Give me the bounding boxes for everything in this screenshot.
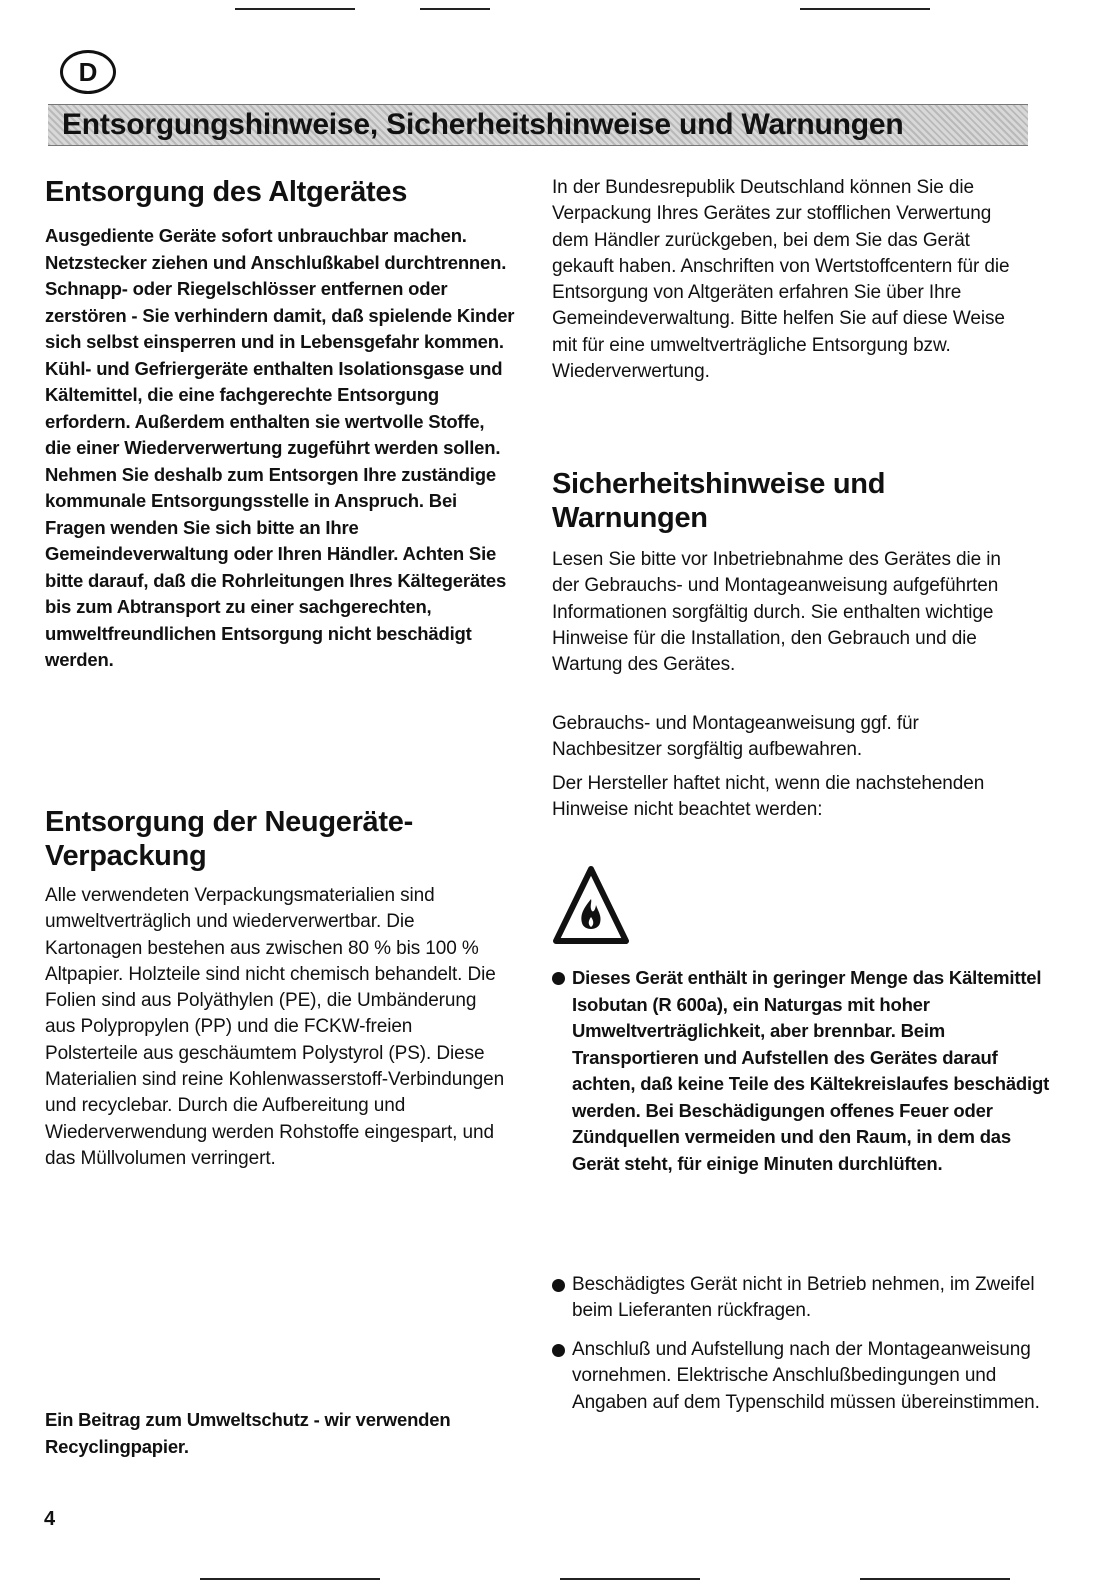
heading-disposal-old-appliance: Entsorgung des Altgerätes	[45, 176, 408, 208]
page-number: 4	[44, 1508, 56, 1530]
heading-safety-warnings: Sicherheitshinweise und Warnungen	[552, 468, 886, 534]
language-badge: D	[60, 50, 116, 94]
safety-intro-text: Lesen Sie bitte vor Inbetriebnahme des Gerätes die in der Gebrauchs- und Montageanweisung aufgeführten Informationen sorgfältig durch. Sie enthalten wichtige Hinweise für die Installation, den Gebrauch und die Wartung des Gerätes.	[552, 549, 1001, 676]
scan-rule-bottom	[860, 1578, 1010, 1580]
bullet-dot	[552, 972, 565, 985]
scan-rule-bottom	[200, 1578, 380, 1580]
banner-title: Entsorgungshinweise, Sicherheitshinweise und Warnungen	[62, 108, 904, 141]
bullet-isobutan-text: Dieses Gerät enthält in geringer Menge das Kältemittel Isobutan (R 600a), ein Naturgas mit hoher Umweltverträglichkeit, aber brennbar. Beim Transportieren und Aufstellen des Gerätes darauf achten, daß keine Teile des Kältekreislaufes beschädigt werden. Bei Beschädigungen offenes Feuer oder Zündquellen vermeiden und den Raum, in dem das Gerät steht, für einige Minuten durchlüften.	[572, 967, 1050, 1174]
bullet-connection	[552, 1337, 1052, 1416]
bullet-damaged-appliance-text: Beschädigtes Gerät nicht in Betrieb nehmen, im Zweifel beim Lieferanten rückfragen.	[572, 1274, 1035, 1322]
packaging-disposal-text: Alle verwendeten Verpackungsmaterialien sind umweltverträglich und wiederverwertbar. Die Kartonagen bestehen aus zwischen 80 % bis 100 % Altpapier. Holzteile sind nicht chemisch behandelt. Die Folien sind aus Polyäthylen (PE), die Umbänderung aus Polypropylen (PP) und die FCKW-freien Polsterteile aus geschäumtem Polystyrol (PS). Diese Materialien sind reine Kohlenwasserstoff-Verbindungen und recyclebar. Durch die Aufbereitung und Wiederverwendung werden Rohstoffe eingespart, und das Müllvolumen verringert.	[45, 885, 505, 1169]
liability-text: Der Hersteller haftet nicht, wenn die nachstehenden Hinweise nicht beachtet werden:	[552, 773, 985, 821]
keep-manual-text: Gebrauchs- und Montageanweisung ggf. für Nachbesitzer sorgfältig aufbewahren.	[552, 713, 919, 761]
bullet-dot	[552, 1344, 565, 1357]
section-banner	[48, 104, 1028, 146]
bullet-dot	[552, 1279, 565, 1292]
scan-rule-top	[235, 8, 355, 10]
bullet-isobutan	[552, 965, 1052, 1177]
bullet-damaged-appliance	[552, 1272, 1052, 1325]
recycling-paper-note: Ein Beitrag zum Umweltschutz - wir verwenden Recyclingpapier.	[45, 1409, 451, 1457]
scan-rule-top	[420, 8, 490, 10]
scan-rule-top	[800, 8, 930, 10]
heading-packaging-disposal: Entsorgung der Neugeräte-Verpackung	[45, 806, 413, 872]
flammable-warning-icon	[552, 865, 630, 947]
scan-rule-bottom	[560, 1578, 700, 1580]
disposal-old-appliance-text: Ausgediente Geräte sofort unbrauchbar machen. Netzstecker ziehen und Anschlußkabel durchtrennen. Schnapp- oder Riegelschlösser entfernen oder zerstören - Sie verhindern damit, daß spielende Kinder sich selbst einsperren und in Lebensgefahr kommen. Kühl- und Gefriergeräte enthalten Isolationsgase und Kältemittel, die eine fachgerechte Entsorgung erfordern. Außerdem enthalten sie wertvolle Stoffe, die einer Wiederverwertung zugeführt werden sollen. Nehmen Sie deshalb zum Entsorgen Ihre zuständige kommunale Entsorgungsstelle in Anspruch. Bei Fragen wenden Sie sich bitte an Ihre Gemeindeverwaltung oder Ihren Händler. Achten Sie bitte darauf, daß die Rohrleitungen Ihres Kältegerätes bis zum Abtransport zu einer sachgerechten, umweltfreundlichen Entsorgung nicht beschädigt werden.	[45, 225, 515, 670]
packaging-return-text: In der Bundesrepublik Deutschland können Sie die Verpackung Ihres Gerätes zur stofflichen Verwertung dem Händler zurückgeben, bei dem Sie das Gerät gekauft haben. Anschriften von Wertstoffcentern für die Entsorgung von Altgeräten erfahren Sie über Ihre Gemeindeverwaltung. Bitte helfen Sie auf diese Weise mit für eine umweltverträgliche Entsorgung bzw. Wiederverwertung.	[552, 177, 1010, 383]
bullet-connection-text: Anschluß und Aufstellung nach der Montageanweisung vornehmen. Elektrische Anschlußbedingungen und Angaben auf dem Typenschild müssen übereinstimmen.	[572, 1339, 1040, 1413]
